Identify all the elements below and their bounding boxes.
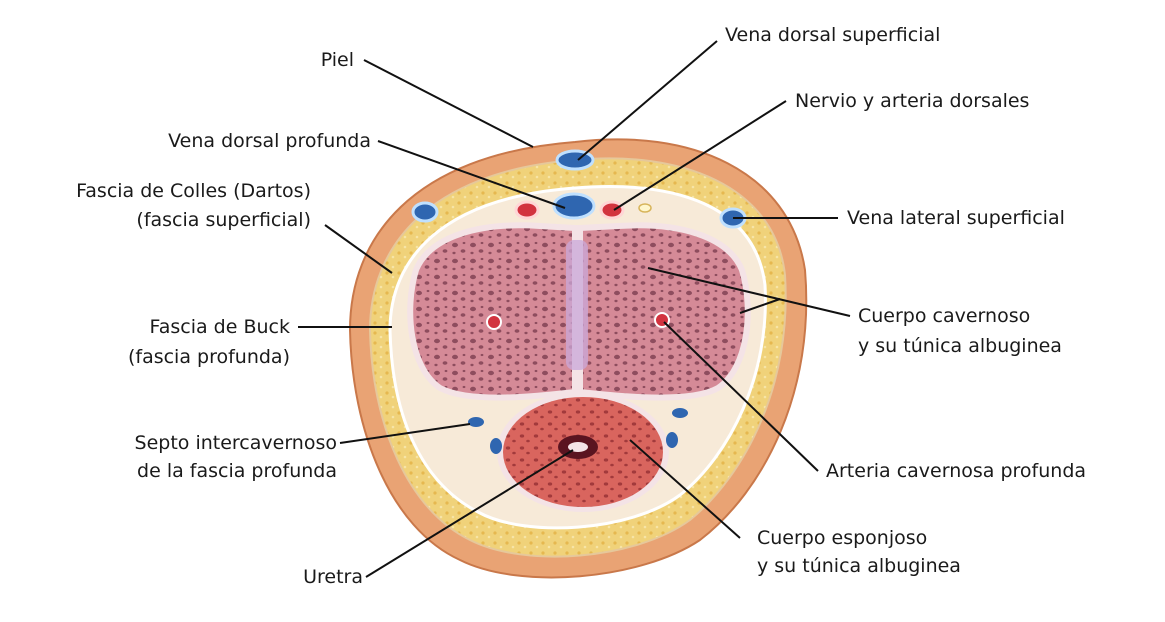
label-septo-line1: Septo intercavernoso (134, 432, 337, 454)
dorsal-artery-right (601, 202, 623, 218)
intercavernous-septum (566, 240, 588, 370)
small-vein-right (672, 408, 688, 418)
deep-artery-left (487, 315, 501, 329)
label-fascia-colles-line2: (fascia superficial) (136, 209, 311, 231)
label-cuerpo-cavernoso-line2: y su túnica albuginea (858, 335, 1062, 357)
label-nervio-arteria-dorsales: Nervio y arteria dorsales (795, 90, 1030, 112)
label-septo-line2: de la fascia profunda (137, 460, 337, 482)
label-vena-dorsal-superficial: Vena dorsal superficial (725, 24, 941, 46)
small-vein-right-lower (666, 432, 678, 448)
label-cuerpo-esponjoso-line1: Cuerpo esponjoso (757, 527, 928, 549)
corpus-cavernosum-right (580, 225, 748, 397)
lateral-vein-left (413, 203, 437, 221)
label-fascia-buck-line2: (fascia profunda) (127, 346, 290, 368)
label-uretra: Uretra (303, 566, 363, 588)
dorsal-artery-left (516, 202, 538, 218)
leader-piel (364, 60, 533, 147)
dorsal-nerve-right (639, 204, 651, 212)
small-vein-left (468, 417, 484, 427)
label-piel: Piel (320, 49, 354, 71)
label-arteria-cavernosa: Arteria cavernosa profunda (826, 460, 1087, 482)
label-vena-dorsal-profunda: Vena dorsal profunda (168, 130, 371, 152)
cross-section (350, 139, 806, 577)
label-fascia-buck-line1: Fascia de Buck (149, 316, 290, 338)
label-cuerpo-esponjoso-line2: y su túnica albuginea (757, 555, 961, 577)
label-vena-lateral-superficial: Vena lateral superficial (847, 207, 1065, 229)
small-vein-left-lower (490, 438, 502, 454)
corpus-cavernosum-left (410, 225, 575, 397)
label-cuerpo-cavernoso-line1: Cuerpo cavernoso (858, 305, 1031, 327)
label-fascia-colles-line1: Fascia de Colles (Dartos) (76, 180, 311, 202)
superficial-dorsal-vein (557, 151, 593, 169)
